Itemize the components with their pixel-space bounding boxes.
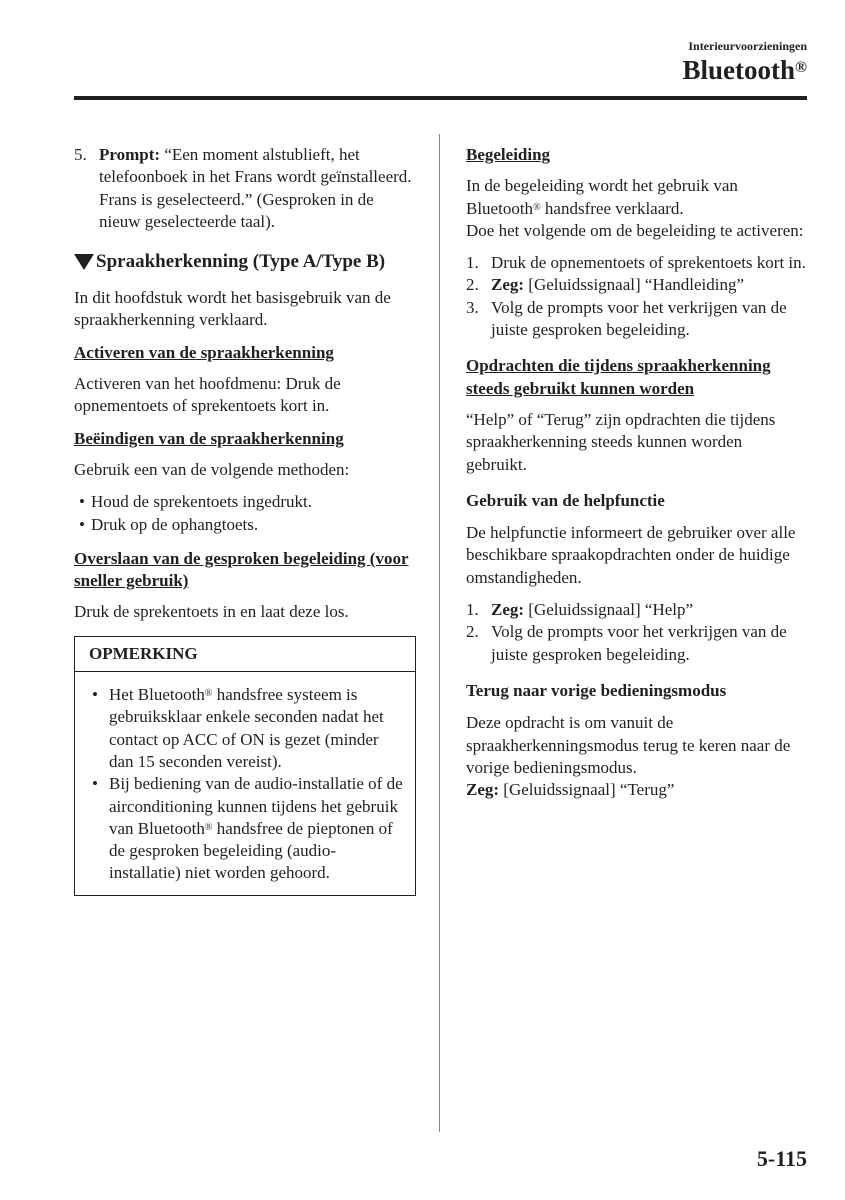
prompt-list: [74, 144, 416, 233]
say-text: [Geluidssignaal] “Terug”: [499, 780, 675, 800]
note-box: [74, 636, 416, 896]
note-list: [89, 684, 405, 885]
step-label: Zeg:: [491, 600, 525, 620]
header-title-text: Bluetooth: [682, 55, 796, 85]
list-item: [466, 274, 806, 296]
say-label: Zeg:: [466, 780, 500, 800]
list-item: [89, 684, 405, 773]
step-text: [Geluidssignaal] “Handleiding”: [524, 275, 745, 295]
list-item-text: Druk op de ophangtoets.: [91, 514, 259, 534]
list-item: [466, 621, 806, 666]
header-rule: [74, 96, 807, 100]
intro-paragraph: In dit hoofdstuk wordt het basisgebruik van de spraakherkenning verklaard.: [74, 288, 391, 330]
list-item: [466, 599, 806, 621]
activate-heading: Activeren van de spraakherkenning: [74, 342, 334, 362]
registered-mark: ®: [204, 688, 213, 700]
column-divider: [439, 134, 440, 1132]
guide-text: Doe het volgende om de begeleiding te activeren:: [466, 220, 804, 240]
list-item-text: Houd de sprekentoets ingedrukt.: [91, 492, 312, 512]
guide-paragraph: [466, 175, 806, 242]
guide-text: In de begeleiding wordt het gebruik van Bluetooth: [466, 176, 738, 218]
registered-mark: ®: [795, 59, 807, 76]
skip-heading: Overslaan van de gesproken begeleiding (voor sneller gebruik): [74, 548, 409, 591]
list-item: [74, 514, 416, 536]
list-number: 1.: [466, 253, 479, 273]
note-text: handsfree de pieptonen of de gesproken begeleiding (audio-installatie) niet worden gehoord.: [109, 818, 393, 883]
commands-heading: Opdrachten die tijdens spraakherkenning steeds gebruikt kunnen worden: [466, 356, 771, 398]
registered-mark: ®: [204, 821, 213, 833]
help-paragraph: De helpfunctie informeert de gebruiker over alle beschikbare spraakopdrachten onder de huidige omstandigheden.: [466, 523, 796, 587]
list-item: [74, 144, 416, 233]
step-text: [Geluidssignaal] “Help”: [524, 600, 694, 620]
list-number: 1.: [466, 600, 479, 620]
bullet-icon: •: [79, 514, 85, 534]
end-heading: Beëindigen van de spraakherkenning: [74, 428, 344, 448]
note-body: [75, 672, 415, 895]
triangle-icon: [74, 254, 94, 270]
note-text: Bij bediening van de audio-installatie of de airconditioning kunnen tijdens het gebruik van Bluetooth: [109, 774, 403, 838]
list-number: 2.: [466, 622, 479, 642]
list-number: 5.: [74, 145, 87, 164]
commands-paragraph: “Help” of “Terug” zijn opdrachten die tijdens spraakherkenning steeds kunnen worden gebruikt.: [466, 409, 776, 474]
header-title: [683, 54, 807, 86]
step-text: Volg de prompts voor het verkrijgen van de juiste gesproken begeleiding.: [491, 622, 787, 664]
registered-mark: ®: [533, 201, 541, 213]
list-item: [466, 297, 806, 342]
skip-paragraph: Druk de sprekentoets in en laat deze los.: [74, 602, 349, 622]
back-paragraph: [466, 712, 806, 801]
page-number: 5-115: [756, 1146, 807, 1171]
step-text: Volg de prompts voor het verkrijgen van de juiste gesproken begeleiding.: [491, 297, 787, 340]
prompt-text: “Een moment alstublieft, het telefoonboek in het Frans wordt geïnstalleerd. Frans is geselecteerd.” (Gesproken in de nieuw geselecteerde taal).: [99, 145, 412, 231]
left-column: [74, 144, 416, 896]
section-heading-text: Spraakherkenning (Type A/Type B): [96, 251, 386, 273]
note-text: handsfree systeem is gebruiksklaar enkele seconden nadat het contact op ACC of ON is gezet (minder dan 15 seconden vereist).: [109, 685, 384, 771]
prompt-label: Prompt:: [99, 145, 161, 164]
end-paragraph: Gebruik een van de volgende methoden:: [74, 459, 350, 479]
guide-heading: Begeleiding: [466, 145, 551, 164]
bullet-icon: •: [79, 492, 85, 512]
note-text: Het Bluetooth: [109, 685, 205, 705]
note-title: OPMERKING: [75, 637, 415, 672]
help-steps-list: [466, 599, 806, 666]
help-heading: Gebruik van de helpfunctie: [466, 490, 665, 510]
guide-steps-list: [466, 252, 806, 341]
step-label: Zeg:: [491, 275, 525, 295]
back-heading: Terug naar vorige bedieningsmodus: [466, 680, 727, 700]
guide-text: handsfree verklaard.: [540, 198, 684, 218]
list-number: 3.: [466, 297, 479, 317]
list-number: 2.: [466, 275, 479, 295]
list-item: [466, 252, 806, 274]
activate-paragraph: Activeren van het hoofdmenu: Druk de opnementoets of sprekentoets kort in.: [74, 374, 341, 416]
list-item: [74, 491, 416, 513]
list-item: [89, 773, 405, 884]
bullet-icon: •: [92, 685, 98, 705]
right-column: [466, 144, 806, 811]
header-section-label: Interieurvoorzieningen: [688, 39, 807, 53]
bullet-icon: •: [92, 774, 98, 794]
step-text: Druk de opnementoets of sprekentoets kort in.: [491, 253, 806, 273]
section-heading: [74, 251, 416, 273]
back-text: Deze opdracht is om vanuit de spraakherkenningsmodus terug te keren naar de vorige bedieningsmodus.: [466, 713, 791, 777]
end-methods-list: [74, 491, 416, 536]
